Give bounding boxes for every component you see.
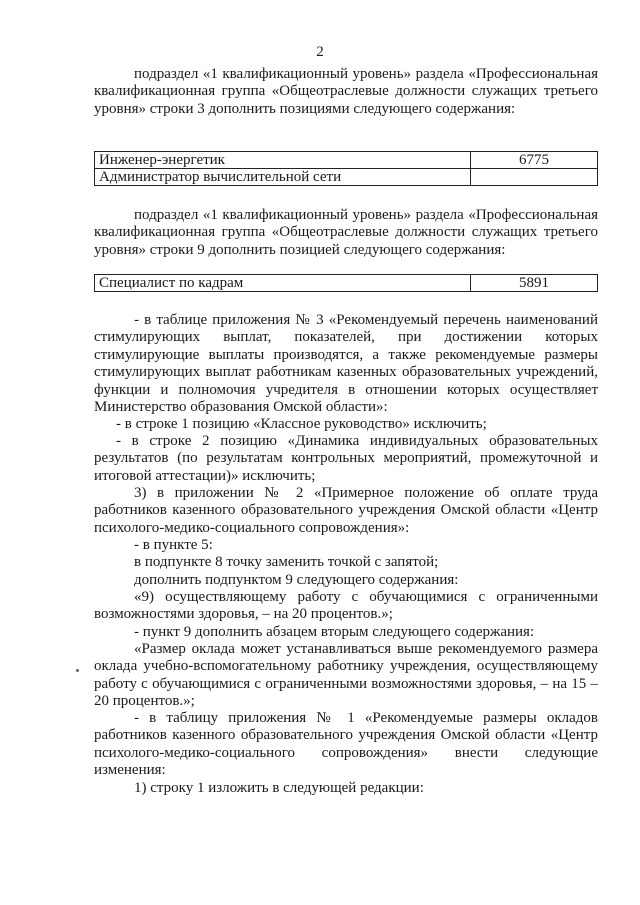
paragraph-appendix-1-table: - в таблицу приложения № 1 «Рекомендуемые размеры окладов работников казенного образовательного учреждения Омской области «Центр психолого-медико-социального сопровождения» внести следующие изменения:	[94, 710, 598, 779]
scan-dot	[76, 669, 79, 672]
paragraph-row-2: - в строке 2 позицию «Динамика индивидуальных образовательных результатов (по результатам контрольных мероприятий, промежуточной и итоговой аттестации)» исключить;	[94, 433, 598, 484]
paragraph-subpoint-8: в подпункте 8 точку заменить точкой с запятой;	[134, 554, 439, 570]
table-row	[95, 275, 598, 292]
paragraph-add-subpoint-9: дополнить подпунктом 9 следующего содержания:	[134, 572, 459, 588]
positions-table	[94, 151, 598, 186]
paragraph-point-9: - пункт 9 дополнить абзацем вторым следующего содержания:	[134, 624, 535, 640]
table-row	[95, 152, 598, 169]
paragraph-appendix-2: 3) в приложении № 2 «Примерное положение об оплате труда работников казенного образовательного учреждения Омской области «Центр психолого-медико-социального сопровождения»:	[94, 485, 598, 536]
page-number: 2	[316, 44, 324, 60]
intro-paragraph: подраздел «1 квалификационный уровень» раздела «Профессиональная квалификационная группа «Общеотраслевые должности служащих третьего уровня» строки 3 дополнить позициями следующего содержания:	[94, 66, 598, 117]
table-cell-salary	[471, 169, 598, 186]
table-cell-position: Администратор вычислительной сети	[95, 169, 471, 186]
table-cell-position: Инженер-энергетик	[95, 152, 471, 169]
paragraph-row-1-edit: 1) строку 1 изложить в следующей редакции:	[134, 780, 424, 796]
paragraph-appendix-3: - в таблице приложения № 3 «Рекомендуемый перечень наименований стимулирующих выплат, показателей, при достижении которых стимулирующие выплаты производятся, а также рекомендуемые размеры стимулирующих выплат работникам казенных образовательных учреждений, функции и полномочия учредителя в отношении которых осуществляет Министерство образования Омской области»:	[94, 312, 598, 416]
table-cell-salary: 6775	[471, 152, 598, 169]
paragraph-row-1: - в строке 1 позицию «Классное руководство» исключить;	[116, 416, 487, 432]
specialist-table	[94, 274, 598, 292]
paragraph-point-5: - в пункте 5:	[134, 537, 213, 553]
table-cell-position: Специалист по кадрам	[95, 275, 471, 292]
paragraph-subsection-9: подраздел «1 квалификационный уровень» раздела «Профессиональная квалификационная группа «Общеотраслевые должности служащих третьего уровня» строки 9 дополнить позицией следующего содержания:	[94, 207, 598, 258]
table-cell-salary: 5891	[471, 275, 598, 292]
paragraph-subpoint-9-text: «9) осуществляющему работу с обучающимися с ограниченными возможностями здоровья, – на 20 процентов.»;	[94, 589, 598, 623]
paragraph-salary-size: «Размер оклада может устанавливаться выше рекомендуемого размера оклада учебно-вспомогательному работнику учреждения, осуществляющему работу с обучающимися с ограниченными возможностями здоровья, – на 15 – 20 процентов.»;	[94, 641, 598, 710]
table-row	[95, 169, 598, 186]
